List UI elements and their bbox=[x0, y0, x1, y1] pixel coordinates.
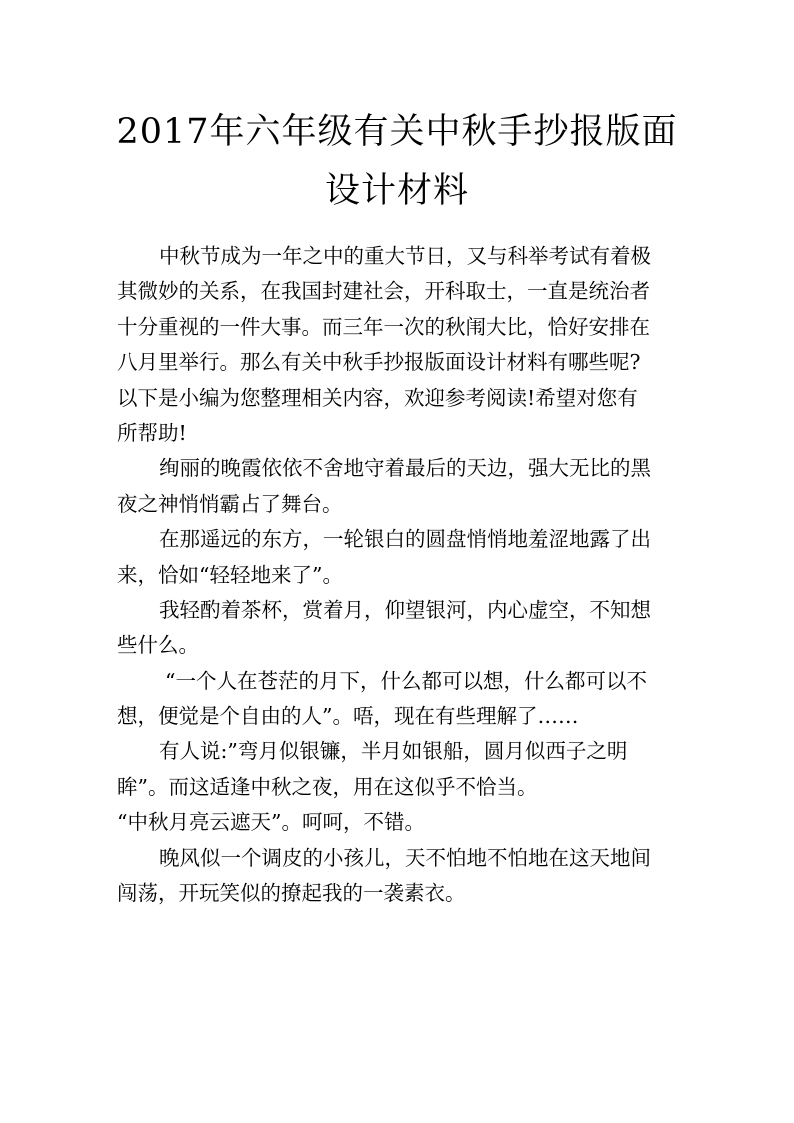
paragraph-line: 中秋节成为一年之中的重大节日，又与科举考试有着极 bbox=[159, 244, 651, 268]
paragraph-line: 眸”。而这适逢中秋之夜，用在这似乎不恰当。 bbox=[117, 774, 538, 799]
paragraph-line: 十分重视的一件大事。而三年一次的秋闱大比，恰好安排在 bbox=[117, 314, 650, 339]
document-title-line-2: 设计材料 bbox=[324, 171, 469, 211]
document-body bbox=[117, 239, 677, 911]
paragraph-line: 来，恰如“轻轻地来了”。 bbox=[117, 562, 343, 587]
document-title-line-1: 2017年六年级有关中秋手抄报版面 bbox=[116, 112, 678, 152]
paragraph-line: 在那遥远的东方，一轮银白的圆盘悄悄地羞涩地露了出 bbox=[159, 527, 651, 552]
paragraph-line: 绚丽的晚霞依依不舍地守着最后的天边，强大无比的黑 bbox=[159, 456, 651, 481]
paragraph-line: 我轻酌着茶杯，赏着月，仰望银河，内心虚空，不知想 bbox=[159, 597, 651, 622]
paragraph-line: 其微妙的关系，在我国封建社会，开科取士，一直是统治者 bbox=[117, 279, 650, 304]
paragraph-line: 八月里举行。那么有关中秋手抄报版面设计材料有哪些呢? bbox=[117, 350, 641, 375]
paragraph-line: “中秋月亮云遮天”。呵呵，不错。 bbox=[117, 810, 425, 835]
paragraph-line: 些什么。 bbox=[117, 633, 199, 658]
paragraph-line: 所帮助! bbox=[117, 420, 187, 445]
paragraph-line: 有人说:”弯月似银镰，半月如银船，圆月似西子之明 bbox=[159, 739, 628, 764]
paragraph-line: 晚风似一个调皮的小孩儿，天不怕地不怕地在这天地间 bbox=[159, 845, 651, 870]
paragraph-line: 夜之神悄悄霸占了舞台。 bbox=[117, 491, 343, 516]
paragraph-line: 想，便觉是个自由的人”。唔，现在有些理解了…… bbox=[117, 704, 579, 729]
paragraph-line: 以下是小编为您整理相关内容，欢迎参考阅读!希望对您有 bbox=[117, 385, 638, 410]
paragraph-line: 闯荡，开玩笑似的撩起我的一袭素衣。 bbox=[117, 881, 466, 906]
paragraph-line: “一个人在苍茫的月下，什么都可以想，什么都可以不 bbox=[165, 668, 647, 693]
